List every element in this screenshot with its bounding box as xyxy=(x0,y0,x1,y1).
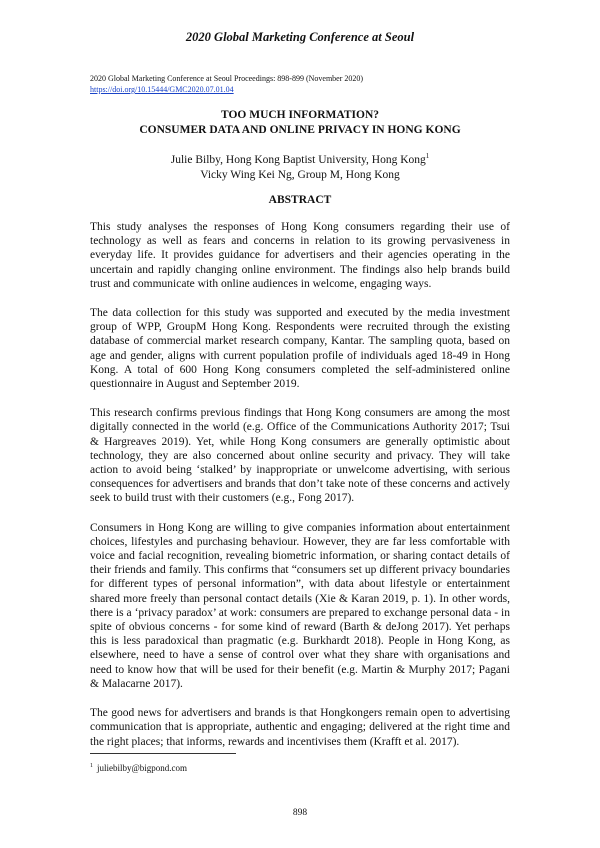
paragraph-3: This research confirms previous findings that Hong Kong consumers are among the most digitally connected in the world (e.g. Office of the Communications Authority 2017; Tsui & Hargreaves 2019). Yet, while Hong Kong consumers are generally optimistic about technology, they are also concerned about online security and privacy. They will take action to avoid being ‘stalked’ by inappropriate or unwelcome advertising, with serious consequences for advertisers and brands that don’t take note of these concerns and actively seek to build trust with their customers (e.g., Fong 2017). xyxy=(90,407,510,505)
footnote-marker: 1 xyxy=(425,152,430,160)
doi-link[interactable]: https://doi.org/10.15444/GMC2020.07.01.04 xyxy=(90,85,234,94)
paragraph-2: The data collection for this study was supported and executed by the media investment group of WPP, GroupM Hong Kong. Respondents were recruited through the existing database of commercial market research company, Kantar. The sampling quota, based on age and gender, aligns with current population profile of individuals aged 18-49 in Hong Kong. A total of 600 Hong Kong consumers completed the self-administered online questionnaire in August and September 2019. xyxy=(90,307,510,391)
paper-title xyxy=(0,108,600,138)
abstract-heading: ABSTRACT xyxy=(268,194,332,206)
paragraph-1: This study analyses the responses of Hong Kong consumers regarding their use of technology as well as fears and concerns in relation to its growing pervasiveness in everyday life. It provides guidance for advertisers and their agencies operating in the uncertain and rapidly changing online environment. The findings also help brands build trust and communicate with online audiences in welcome, engaging ways. xyxy=(90,221,510,290)
running-head: 2020 Global Marketing Conference at Seoul xyxy=(185,30,415,44)
footnote xyxy=(90,763,187,773)
page-number: 898 xyxy=(292,808,308,818)
footnote-email: juliebilby@bigpond.com xyxy=(97,763,188,773)
title-line-1: TOO MUCH INFORMATION? xyxy=(220,109,380,121)
footnote-divider xyxy=(90,753,236,754)
author-block xyxy=(0,149,600,183)
footnote-mark: 1 xyxy=(90,763,93,769)
abstract-body xyxy=(90,220,510,764)
paragraph-5: The good news for advertisers and brands is that Hongkongers remain open to advertising communication that is appropriate, authentic and engaging; delivered at the right time and the right places; that informs, rewards and incentivises them (Krafft et al. 2017). xyxy=(90,707,510,748)
publication-meta xyxy=(90,73,363,95)
author-line-2: Vicky Wing Kei Ng, Group M, Hong Kong xyxy=(200,168,400,181)
author-1: Julie Bilby, Hong Kong Baptist University, Hong Kong xyxy=(170,153,426,166)
author-line-1 xyxy=(0,149,600,168)
paragraph-4: Consumers in Hong Kong are willing to give companies information about entertainment choices, lifestyles and purchasing behaviour. However, they are far less comfortable with voice and facial recognition, revealing biometric information, or sharing contact details of their friends and family. This confirms that “consumers set up different privacy boundaries for different types of personal information”, with data about lifestyle or entertainment shared more freely than personal contact details (Xie & Karan 2019, p. 1). In other words, there is a ‘privacy paradox’ at work: consumers are prepared to exchange personal data - in spite of obvious concerns - for some kind of reward (Barth & deJong 2017). Yet perhaps this is less paradoxical than pragmatic (e.g. Burkhardt 2018). People in Hong Kong, as elsewhere, need to have a sense of control over what they share with organisations and need to know how that will be used for their benefit (e.g. Martin & Murphy 2017; Pagani & Malacarne 2017). xyxy=(90,521,510,690)
proceedings-line: 2020 Global Marketing Conference at Seoul Proceedings: 898-899 (November 2020) xyxy=(90,74,364,83)
title-line-2: CONSUMER DATA AND ONLINE PRIVACY IN HONG KONG xyxy=(139,124,461,136)
